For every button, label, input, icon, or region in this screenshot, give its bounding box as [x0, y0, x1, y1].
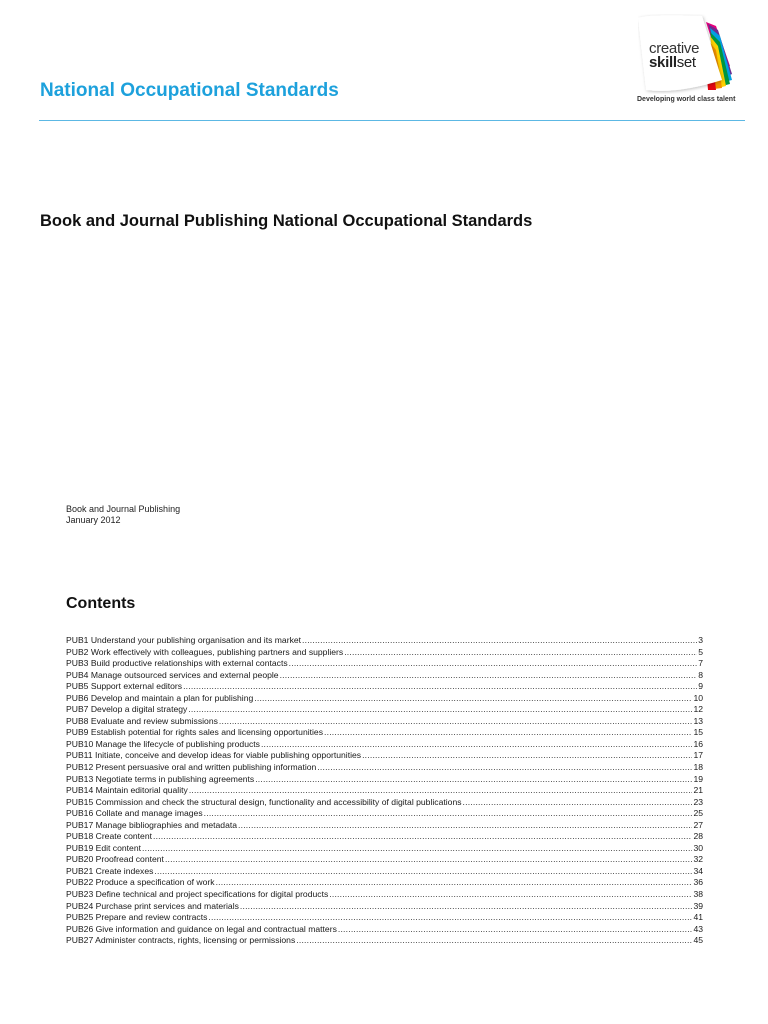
logo-word-skillset: skillset — [649, 54, 696, 71]
toc-entry-page: 16 — [693, 738, 703, 749]
toc-entry-page: 7 — [698, 658, 703, 669]
toc-entry[interactable] — [66, 866, 703, 878]
toc-entry[interactable] — [66, 750, 703, 762]
toc-entry-page: 5 — [698, 646, 703, 657]
toc-entry-page: 12 — [693, 704, 703, 715]
toc-entry[interactable] — [66, 924, 703, 936]
toc-entry-title: PUB27 Administer contracts, rights, licensing or permissions — [66, 935, 296, 946]
toc-leader-dots — [317, 762, 692, 774]
toc-entry-title: PUB7 Develop a digital strategy — [66, 704, 188, 715]
toc-entry-page: 10 — [693, 692, 703, 703]
toc-entry-title: PUB21 Create indexes — [66, 865, 154, 876]
toc-entry-title: PUB4 Manage outsourced services and external people — [66, 669, 279, 680]
toc-entry-title: PUB11 Initiate, conceive and develop ideas for viable publishing opportunities — [66, 750, 362, 761]
toc-entry-title: PUB14 Maintain editorial quality — [66, 785, 188, 796]
toc-entry-page: 17 — [693, 750, 703, 761]
toc-entry-page: 36 — [693, 877, 703, 888]
toc-entry[interactable] — [66, 808, 703, 820]
toc-entry-title: PUB19 Edit content — [66, 842, 142, 853]
toc-entry-page: 21 — [693, 785, 703, 796]
contents-heading: Contents — [66, 595, 136, 612]
toc-entry[interactable] — [66, 739, 703, 751]
toc-entry-title: PUB17 Manage bibliographies and metadata — [66, 819, 238, 830]
toc-leader-dots — [188, 704, 692, 716]
toc-leader-dots — [362, 750, 692, 762]
toc-entry-page: 45 — [693, 935, 703, 946]
toc-entry-page: 34 — [693, 865, 703, 876]
toc-entry[interactable] — [66, 647, 703, 659]
toc-leader-dots — [219, 716, 693, 728]
toc-entry-page: 38 — [693, 889, 703, 900]
toc-leader-dots — [240, 901, 693, 913]
toc-entry-title: PUB5 Support external editors — [66, 681, 183, 692]
toc-leader-dots — [302, 635, 697, 647]
toc-entry[interactable] — [66, 670, 703, 682]
toc-leader-dots — [463, 797, 693, 809]
toc-entry[interactable] — [66, 843, 703, 855]
document-title: Book and Journal Publishing National Occupational Standards — [40, 212, 533, 230]
toc-entry-page: 32 — [693, 854, 703, 865]
toc-entry[interactable] — [66, 785, 703, 797]
toc-leader-dots — [344, 647, 697, 659]
toc-entry-title: PUB3 Build productive relationships with external contacts — [66, 658, 288, 669]
toc-entry-page: 13 — [693, 715, 703, 726]
toc-leader-dots — [254, 693, 692, 705]
toc-leader-dots — [329, 889, 692, 901]
toc-entry[interactable] — [66, 635, 703, 647]
toc-leader-dots — [261, 739, 692, 751]
toc-leader-dots — [255, 774, 692, 786]
toc-entry-page: 41 — [693, 912, 703, 923]
toc-entry[interactable] — [66, 854, 703, 866]
toc-entry-page: 43 — [693, 923, 703, 934]
header-divider — [39, 120, 745, 121]
toc-entry[interactable] — [66, 889, 703, 901]
toc-entry-title: PUB10 Manage the lifecycle of publishing products — [66, 738, 260, 749]
toc-entry-page: 30 — [693, 842, 703, 853]
toc-leader-dots — [208, 912, 692, 924]
toc-leader-dots — [204, 808, 693, 820]
toc-leader-dots — [216, 877, 693, 889]
toc-entry-title: PUB23 Define technical and project specifications for digital products — [66, 889, 329, 900]
toc-entry-title: PUB2 Work effectively with colleagues, publishing partners and suppliers — [66, 646, 344, 657]
toc-entry-page: 19 — [693, 773, 703, 784]
toc-entry-title: PUB8 Evaluate and review submissions — [66, 715, 218, 726]
toc-entry-title: PUB26 Give information and guidance on legal and contractual matters — [66, 923, 337, 934]
toc-leader-dots — [238, 820, 692, 832]
toc-entry[interactable] — [66, 774, 703, 786]
logo-tagline: Developing world class talent — [637, 96, 736, 103]
toc-leader-dots — [338, 924, 693, 936]
toc-leader-dots — [153, 831, 692, 843]
toc-entry[interactable] — [66, 912, 703, 924]
creative-skillset-logo — [618, 14, 748, 114]
table-of-contents — [66, 635, 703, 947]
toc-entry-page: 25 — [693, 808, 703, 819]
toc-entry-title: PUB1 Understand your publishing organisation and its market — [66, 635, 302, 645]
toc-entry[interactable] — [66, 716, 703, 728]
toc-entry[interactable] — [66, 762, 703, 774]
toc-entry-page: 3 — [698, 635, 703, 645]
toc-entry-page: 28 — [693, 831, 703, 842]
toc-entry-title: PUB20 Proofread content — [66, 854, 164, 865]
toc-leader-dots — [189, 785, 693, 797]
toc-entry-title: PUB15 Commission and check the structural design, functionality and accessibility of digital publications — [66, 796, 462, 807]
toc-entry-page: 18 — [693, 762, 703, 773]
document-date: January 2012 — [66, 514, 121, 525]
document-meta — [66, 504, 180, 525]
toc-entry-title: PUB18 Create content — [66, 831, 152, 842]
toc-entry[interactable] — [66, 831, 703, 843]
toc-leader-dots — [154, 866, 692, 878]
toc-leader-dots — [280, 670, 698, 682]
toc-entry-title: PUB12 Present persuasive oral and written publishing information — [66, 762, 317, 773]
toc-entry[interactable] — [66, 935, 703, 947]
toc-entry-title: PUB16 Collate and manage images — [66, 808, 203, 819]
toc-entry[interactable] — [66, 797, 703, 809]
toc-entry[interactable] — [66, 693, 703, 705]
toc-entry[interactable] — [66, 877, 703, 889]
toc-entry-page: 39 — [693, 900, 703, 911]
header-title: National Occupational Standards — [40, 80, 339, 101]
toc-entry-title: PUB24 Purchase print services and materials — [66, 900, 239, 911]
toc-entry-title: PUB25 Prepare and review contracts — [66, 912, 208, 923]
toc-entry-title: PUB9 Establish potential for rights sales and licensing opportunities — [66, 727, 324, 738]
toc-entry-page: 23 — [693, 796, 703, 807]
toc-entry[interactable] — [66, 727, 703, 739]
toc-leader-dots — [183, 681, 697, 693]
toc-entry[interactable] — [66, 681, 703, 693]
toc-entry-title: PUB22 Produce a specification of work — [66, 877, 215, 888]
toc-entry-page: 9 — [698, 681, 703, 692]
toc-entry[interactable] — [66, 658, 703, 670]
document-subtitle: Book and Journal Publishing — [66, 504, 181, 514]
toc-leader-dots — [165, 854, 693, 866]
toc-leader-dots — [289, 658, 698, 670]
toc-leader-dots — [296, 935, 692, 947]
toc-entry-page: 15 — [693, 727, 703, 738]
toc-entry[interactable] — [66, 901, 703, 913]
logo-word-creative: creative — [649, 40, 700, 57]
toc-entry-title: PUB13 Negotiate terms in publishing agreements — [66, 773, 255, 784]
toc-entry-title: PUB6 Develop and maintain a plan for publishing — [66, 692, 254, 703]
toc-entry[interactable] — [66, 704, 703, 716]
toc-entry-page: 8 — [698, 669, 703, 680]
toc-entry-page: 27 — [693, 819, 703, 830]
toc-entry[interactable] — [66, 820, 703, 832]
toc-leader-dots — [324, 727, 692, 739]
toc-leader-dots — [142, 843, 692, 855]
